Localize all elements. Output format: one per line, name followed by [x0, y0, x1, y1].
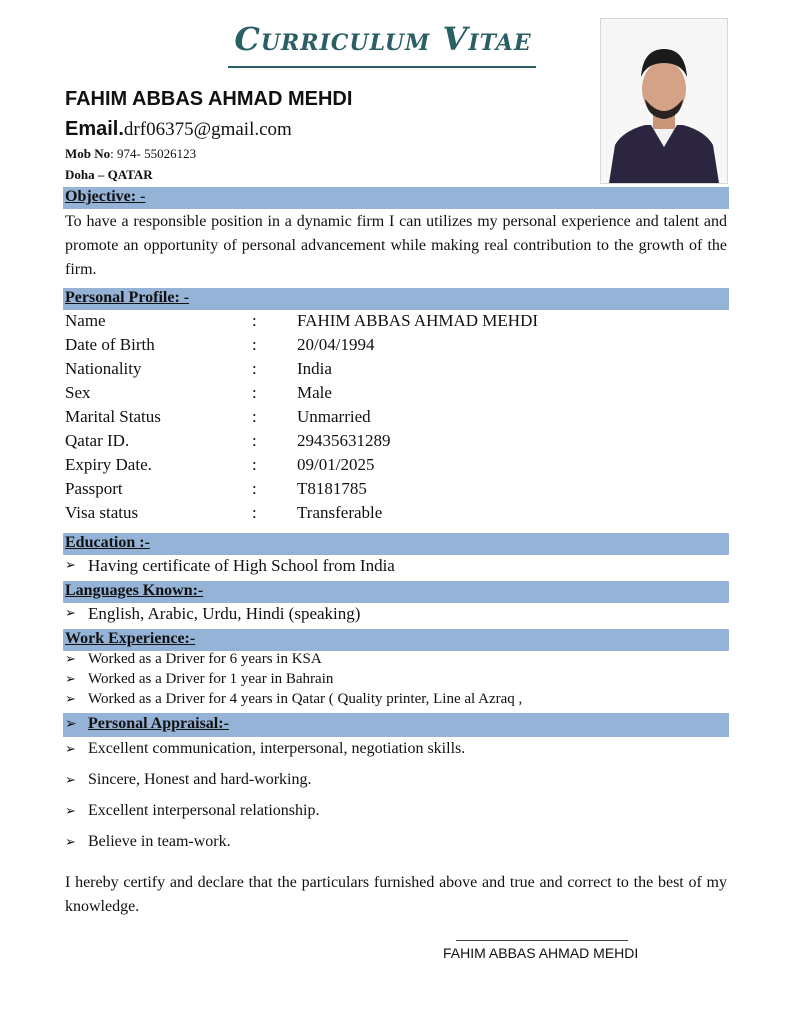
bullet-item	[65, 771, 725, 802]
arrow-bullet-icon: ➢	[65, 716, 77, 732]
profile-row	[65, 431, 725, 455]
signature-name: FAHIM ABBAS AHMAD MEHDI	[443, 945, 639, 961]
mobile-value: 974- 55026123	[117, 146, 197, 161]
profile-value: 09/01/2025	[297, 455, 375, 474]
arrow-bullet-icon: ➢	[65, 606, 76, 621]
bullet-item	[65, 740, 725, 771]
person-portrait-icon	[601, 19, 727, 183]
profile-value: Transferable	[297, 503, 383, 522]
bullet-text: Worked as a Driver for 1 year in Bahrain	[88, 671, 334, 687]
profile-key: Qatar ID.	[65, 431, 130, 450]
profile-separator: :	[252, 503, 257, 522]
email-row	[65, 118, 292, 141]
bullet-text: Excellent interpersonal relationship.	[88, 802, 320, 819]
profile-value: 20/04/1994	[297, 335, 375, 354]
bullet-text: English, Arabic, Urdu, Hindi (speaking)	[88, 604, 361, 623]
bullet-text: Worked as a Driver for 6 years in KSA	[88, 651, 322, 667]
education-heading: Education :-	[65, 534, 150, 551]
profile-key: Expiry Date.	[65, 455, 152, 474]
mobile-separator: :	[110, 146, 118, 161]
bullet-text: Worked as a Driver for 4 years in Qatar ( Quality printer, Line al Azraq ,	[88, 691, 523, 707]
bullet-text: Excellent communication, interpersonal, negotiation skills.	[88, 740, 466, 757]
cv-title: Curriculum Vitae	[234, 20, 532, 58]
email-value: drf06375@gmail.com	[123, 119, 292, 140]
bullet-item	[65, 604, 725, 626]
bullet-text: Having certificate of High School from India	[88, 556, 395, 575]
profile-separator: :	[252, 455, 257, 474]
email-label: Email.	[65, 118, 124, 140]
city-location: Doha – QATAR	[65, 167, 153, 182]
bullet-text: Believe in team-work.	[88, 833, 231, 850]
profile-photo	[600, 18, 728, 184]
work-section-bar	[63, 629, 729, 651]
profile-separator: :	[252, 407, 257, 426]
appraisal-section-bar	[63, 713, 729, 737]
work-heading: Work Experience:-	[65, 630, 196, 647]
arrow-bullet-icon: ➢	[65, 742, 76, 757]
arrow-bullet-icon: ➢	[65, 652, 76, 667]
profile-row	[65, 455, 725, 479]
profile-separator: :	[252, 335, 257, 354]
profile-key: Name	[65, 311, 106, 330]
profile-separator: :	[252, 479, 257, 498]
candidate-name: FAHIM ABBAS AHMAD MEHDI	[65, 88, 353, 110]
bullet-item	[65, 691, 725, 711]
arrow-bullet-icon: ➢	[65, 773, 76, 788]
profile-separator: :	[252, 431, 257, 450]
profile-key: Nationality	[65, 359, 142, 378]
profile-key: Sex	[65, 383, 91, 402]
profile-row	[65, 383, 725, 407]
profile-row	[65, 311, 725, 335]
bullet-item	[65, 556, 725, 578]
profile-key: Passport	[65, 479, 123, 498]
profile-value: Unmarried	[297, 407, 371, 426]
profile-section-bar	[63, 288, 729, 310]
bullet-text: Sincere, Honest and hard-working.	[88, 771, 312, 788]
mobile-row	[65, 146, 196, 162]
bullet-item	[65, 833, 725, 864]
arrow-bullet-icon: ➢	[65, 804, 76, 819]
declaration-text: I hereby certify and declare that the particulars furnished above and true and correct to the best of my knowledge.	[65, 874, 727, 915]
arrow-bullet-icon: ➢	[65, 835, 76, 850]
profile-value: FAHIM ABBAS AHMAD MEHDI	[297, 311, 539, 330]
arrow-bullet-icon: ➢	[65, 558, 76, 573]
profile-key: Visa status	[65, 503, 139, 522]
profile-row	[65, 359, 725, 383]
signature-line	[456, 940, 628, 941]
arrow-bullet-icon: ➢	[65, 672, 76, 687]
profile-separator: :	[252, 311, 257, 330]
bullet-item	[65, 671, 725, 691]
objective-text: To have a responsible position in a dynamic firm I can utilizes my personal experience and talent and promote an opportunity of personal advancement while making real contribution to the growth of the firm.	[65, 213, 727, 278]
profile-key: Date of Birth	[65, 335, 155, 354]
objective-heading: Objective: -	[65, 188, 146, 205]
profile-value: 29435631289	[297, 431, 391, 450]
profile-row	[65, 503, 725, 527]
profile-value: Male	[297, 383, 332, 402]
profile-separator: :	[252, 383, 257, 402]
languages-heading: Languages Known:-	[65, 582, 204, 599]
profile-row	[65, 407, 725, 431]
profile-separator: :	[252, 359, 257, 378]
profile-heading: Personal Profile: -	[65, 289, 190, 306]
profile-value: T8181785	[297, 479, 367, 498]
bullet-item	[65, 802, 725, 833]
profile-row	[65, 479, 725, 503]
profile-row	[65, 335, 725, 359]
education-section-bar	[63, 533, 729, 555]
profile-value: India	[297, 359, 332, 378]
profile-key: Marital Status	[65, 407, 161, 426]
mobile-label: Mob No	[65, 146, 111, 161]
appraisal-heading: Personal Appraisal:-	[88, 715, 229, 732]
title-underline	[228, 66, 536, 68]
objective-section-bar	[63, 187, 729, 209]
languages-section-bar	[63, 581, 729, 603]
bullet-item	[65, 651, 725, 671]
arrow-bullet-icon: ➢	[65, 692, 76, 707]
